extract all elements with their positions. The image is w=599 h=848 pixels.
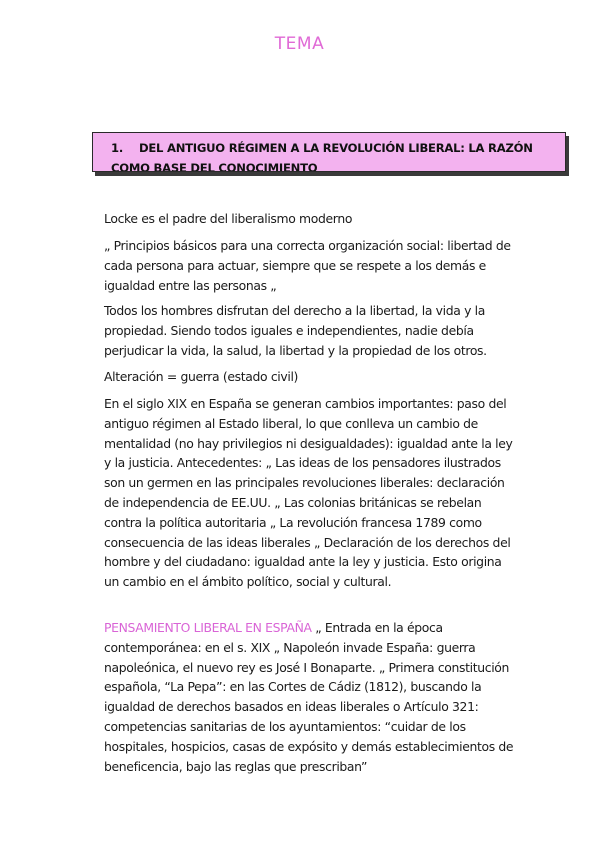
paragraph-xix-century: En el siglo XIX en España se generan cambios importantes: paso del antiguo régimen al Estado liberal, lo que conlleva un cambio de mentalidad (no hay privilegios ni desigualdades): igualdad ante la ley y la justicia. Antecedentes: „ Las ideas de los pensadores ilustrados son un germen en las principales revoluciones liberales: declaración de independencia de EE.UU. „ Las colonias británicas se rebelan contra la política autoritaria „ La revolución francesa 1789 como consecuencia de las ideas liberales „ Declaración de los derechos del hombre y del ciudadano: igualdad ante la ley y justicia. Esto origina un cambio en el ámbito político, social y cultural. [104,396,513,590]
paragraph-principles: „ Principios básicos para una correcta organización social: libertad de cada persona para actuar, siempre que se respete a los demás e igualdad entre las personas „ [104,238,511,293]
paragraph-alteration: Alteración = guerra (estado civil) [104,369,299,384]
section-number: 1. [111,141,123,155]
paragraph-liberal-thought [104,618,514,776]
paragraph-rights: Todos los hombres disfrutan del derecho a la libertad, la vida y la propiedad. Siendo todos iguales e independientes, nadie debía perjudicar la vida, la salud, la libertad y la propiedad de los otros. [104,303,487,358]
section-heading-box [92,132,566,172]
page-title: TEMA [274,34,325,54]
paragraph-locke: Locke es el padre del liberalismo moderno [104,211,353,226]
liberal-thought-text: „ Entrada en la época contemporánea: en el s. XIX „ Napoleón invade España: guerra napoleónica, el nuevo rey es José I Bonaparte. „ Primera constitución española, “La Pepa”: en las Cortes de Cádiz (1812), buscando la igualdad de derechos basados en ideas liberales o Artículo 321: competencias sanitarias de los ayuntamientos: “cuidar de los hospitales, hospicios, casas de expósito y demás establecimientos de beneficencia, bajo las reglas que prescriban” [104,620,514,774]
section-heading: DEL ANTIGUO RÉGIMEN A LA REVOLUCIÓN LIBERAL: LA RAZÓN COMO BASE DEL CONOCIMIENTO [111,141,533,172]
liberal-thought-label: PENSAMIENTO LIBERAL EN ESPAÑA [104,620,312,635]
